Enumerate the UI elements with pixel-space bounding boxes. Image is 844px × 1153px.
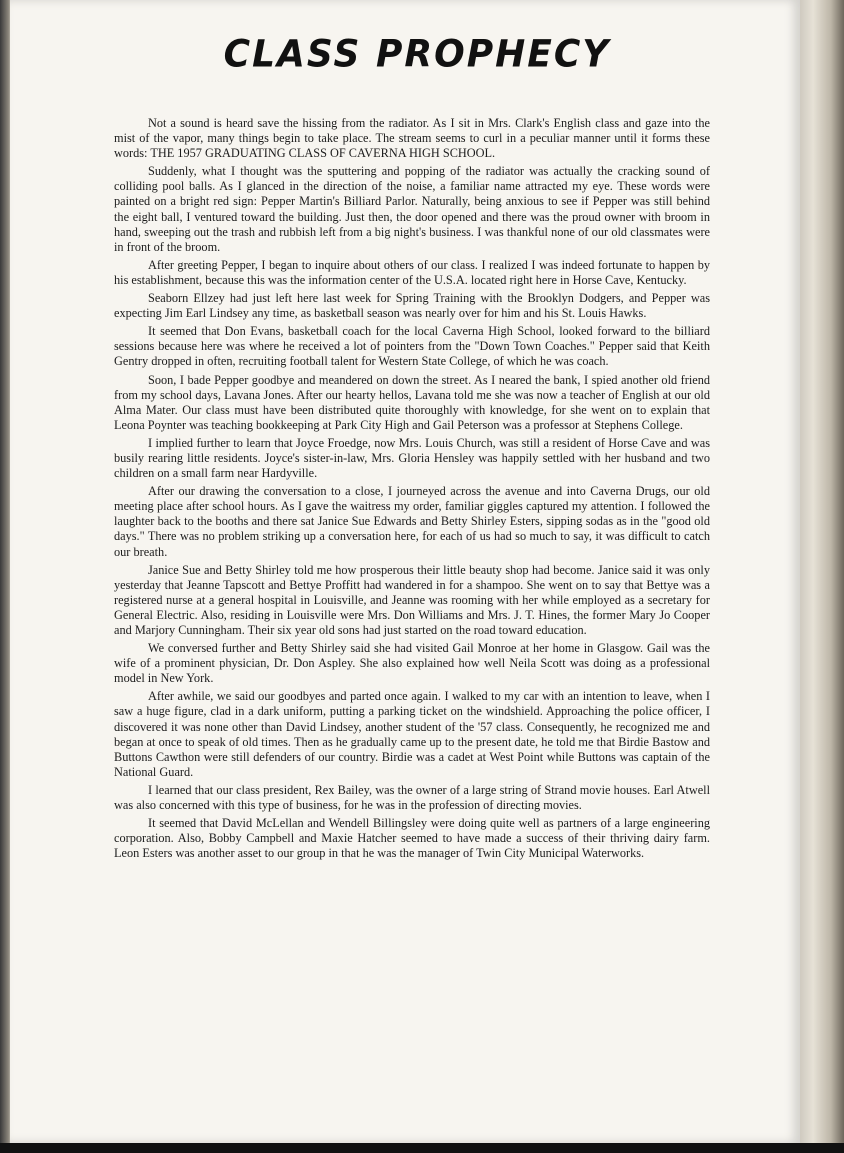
paragraph: We conversed further and Betty Shirley said she had visited Gail Monroe at her home in Glasgow. Gail was the wife of a prominent physician, Dr. Don Aspley. She also explained how well Neila Scott was doing as a professional model in New York. <box>114 641 710 686</box>
paragraph: It seemed that Don Evans, basketball coach for the local Caverna High School, looked forward to the billiard sessions because here was where he received a lot of pointers from the "Down Town Coaches." Pepper said that Keith Gentry dropped in often, recruiting football talent for Western State College, of which he was coach. <box>114 324 710 369</box>
paragraph: Suddenly, what I thought was the sputtering and popping of the radiator was actually the cracking sound of colliding pool balls. As I glanced in the direction of the noise, a familiar name attracted my eye. These words were painted on a bright red sign: Pepper Martin's Billiard Parlor. Naturally, being anxious to see if Pepper was still behind the eight ball, I ventured toward the building. Just then, the door opened and there was the proud owner with broom in hand, sweeping out the trash and rubbish left from a big night's business. I was thankful none of our old classmates were in front of the broom. <box>114 164 710 254</box>
paragraph: It seemed that David McLellan and Wendell Billingsley were doing quite well as partners of a large engineering corporation. Also, Bobby Campbell and Maxie Hatcher seemed to have made a success of their thriving dairy farm. Leon Esters was another asset to our group in that he was the manager of Twin City Municipal Waterworks. <box>114 816 710 861</box>
paragraph: Janice Sue and Betty Shirley told me how prosperous their little beauty shop had become. Janice said it was only yesterday that Jeanne Tapscott and Bettye Proffitt had wandered in for a shampoo. She went on to say that Bettye was a registered nurse at a general hospital in Louisville, and Jeanne was rooming with her while employed as a secretary for General Electric. Also, residing in Louisville were Mrs. Don Williams and Mrs. J. T. Hines, the former Mary Jo Cooper and Marjory Cunningham. Their six year old sons had just started on the road toward education. <box>114 562 710 637</box>
page-fore-edge <box>800 0 844 1153</box>
paragraph: After greeting Pepper, I began to inquire about others of our class. I realized I was indeed fortunate to happen by his establishment, because this was the information center of the U.S.A. located right here in Horse Cave, Kentucky. <box>114 257 710 287</box>
paragraph: I learned that our class president, Rex Bailey, was the owner of a large string of Strand movie houses. Earl Atwell was also concerned with this type of business, for he was in the profession of directing movies. <box>114 782 710 813</box>
page-title: CLASS PROPHECY <box>223 32 611 77</box>
article-body <box>114 116 710 864</box>
paragraph: I implied further to learn that Joyce Froedge, now Mrs. Louis Church, was still a resident of Horse Cave and was busily rearing little residents. Joyce's sister-in-law, Mrs. Gloria Hensley was happily settled with her husband and two children on a small farm near Hardyville. <box>114 435 710 481</box>
paragraph: After our drawing the conversation to a close, I journeyed across the avenue and into Caverna Drugs, our old meeting place after school hours. As I gave the waitress my order, familiar giggles captured my attention. I followed the laughter back to the booths and there sat Janice Sue Edwards and Betty Shirley Esters, sipping sodas as in the "good old days." There was no problem striking up a conversation here, for each of us had so much to say, it was difficult to catch our breath. <box>114 484 710 559</box>
paragraph: Not a sound is heard save the hissing from the radiator. As I sit in Mrs. Clark's English class and gaze into the mist of the vapor, many things begin to take place. The stream seems to curl in a peculiar manner until it forms these words: THE 1957 GRADUATING CLASS OF CAVERNA HIGH SCHOOL. <box>114 116 710 161</box>
bottom-edge <box>0 1143 844 1153</box>
paragraph: Seaborn Ellzey had just left here last week for Spring Training with the Brooklyn Dodgers, and Pepper was expecting Jim Earl Lindsey any time, as basketball season was nearly over for him and his St. Louis Hawks. <box>114 291 710 321</box>
paragraph: After awhile, we said our goodbyes and parted once again. I walked to my car with an intention to leave, when I saw a huge figure, clad in a dark uniform, putting a parking ticket on the windshield. Approaching the police officer, I discovered it was none other than David Lindsey, another student of the '57 class. Consequently, he recognized me and began at once to speak of old times. Then as he gradually came up to the present date, he told me that Birdie Bastow and Buttons Cawthon were still defenders of our country. Birdie was a cadet at West Point while Buttons was captain of the National Guard. <box>114 689 710 779</box>
paragraph: Soon, I bade Pepper goodbye and meandered on down the street. As I neared the bank, I spied another old friend from my school days, Lavana Jones. After our hearty hellos, Lavana told me she was now a teacher of English at our old Alma Mater. Our class must have been distributed quite thoroughly with knowledge, for she went on to explain that Leona Poynter was teaching bookkeeping at Park City High and Gail Peterson was a professor at Stephens College. <box>114 372 710 432</box>
